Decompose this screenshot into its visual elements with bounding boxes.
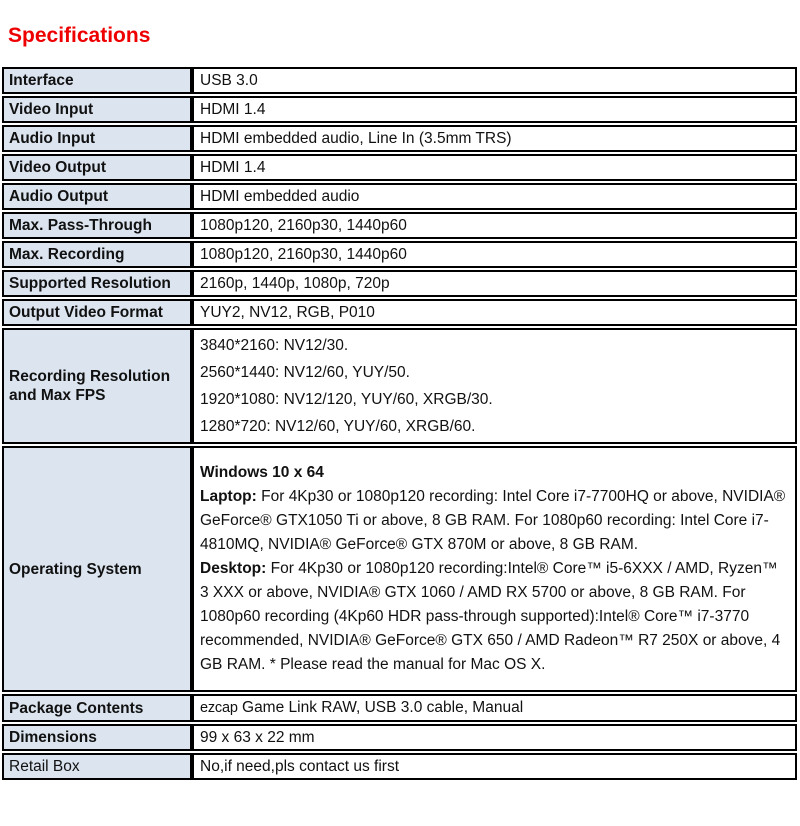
spec-label-retail-box: Retail Box — [2, 753, 192, 780]
spec-value-video-output: HDMI 1.4 — [192, 154, 797, 181]
package-contents-text: Game Link RAW, USB 3.0 cable, Manual — [237, 699, 524, 716]
spec-label-audio-input: Audio Input — [2, 125, 192, 152]
recording-line-1920: 1920*1080: NV12/120, YUY/60, XRGB/30. — [200, 391, 493, 408]
spec-value-recording-resolution — [192, 328, 797, 444]
spec-label-supported-resolution: Supported Resolution — [2, 270, 192, 297]
spec-value-output-video-format: YUY2, NV12, RGB, P010 — [192, 299, 797, 326]
spec-label-max-pass-through: Max. Pass-Through — [2, 212, 192, 239]
spec-value-max-recording: 1080p120, 2160p30, 1440p60 — [192, 241, 797, 268]
spec-value-package-contents — [192, 694, 797, 722]
os-desktop-text: For 4Kp30 or 1080p120 recording:Intel® Core™ i5-6XXX / AMD, Ryzen™ 3 XXX or above, NVIDIA® GTX 1060 / AMD RX 5700 or above, 8 GB RAM. For 1080p60 recording (4Kp60 HDR pass-through supported):Intel® Core™ i7-3770 recommended, NVIDIA® GeForce® GTX 650 / AMD Radeon™ R7 250X or above, 4 GB RAM. * Please read the manual for Mac OS X. — [200, 560, 781, 673]
table-row-recording-resolution — [2, 328, 797, 444]
table-row-package-contents — [2, 694, 797, 722]
spec-label-video-output: Video Output — [2, 154, 192, 181]
page-title: Specifications — [8, 24, 151, 47]
spec-value-supported-resolution: 2160p, 1440p, 1080p, 720p — [192, 270, 797, 297]
os-desktop-label: Desktop: — [200, 560, 267, 577]
spec-value-interface: USB 3.0 — [192, 67, 797, 94]
specifications-table — [2, 65, 797, 782]
table-row-video-input — [2, 96, 797, 123]
spec-value-video-input: HDMI 1.4 — [192, 96, 797, 123]
os-laptop-requirements — [200, 485, 789, 557]
table-row-max-pass-through — [2, 212, 797, 239]
spec-value-audio-input: HDMI embedded audio, Line In (3.5mm TRS) — [192, 125, 797, 152]
table-row-video-output — [2, 154, 797, 181]
spec-label-operating-system: Operating System — [2, 446, 192, 692]
spec-value-operating-system — [192, 446, 797, 692]
spec-label-max-recording: Max. Recording — [2, 241, 192, 268]
table-row-interface — [2, 67, 797, 94]
spec-label-recording-resolution: Recording Resolution and Max FPS — [2, 328, 192, 444]
recording-line-3840: 3840*2160: NV12/30. — [200, 337, 349, 354]
spec-value-max-pass-through: 1080p120, 2160p30, 1440p60 — [192, 212, 797, 239]
os-windows-title: Windows 10 x 64 — [200, 464, 324, 481]
table-row-supported-resolution — [2, 270, 797, 297]
os-laptop-text: For 4Kp30 or 1080p120 recording: Intel Core i7-7700HQ or above, NVIDIA® GeForce® GTX1050 Ti or above, 8 GB RAM. For 1080p60 recording: Intel Core i7-4810MQ, NVIDIA® GeForce® GTX 870M or above, 8 GB RAM. — [200, 488, 786, 553]
spec-label-audio-output: Audio Output — [2, 183, 192, 210]
spec-label-video-input: Video Input — [2, 96, 192, 123]
table-row-dimensions — [2, 724, 797, 751]
brand-ezcap: ezcap — [200, 700, 238, 716]
spec-label-dimensions: Dimensions — [2, 724, 192, 751]
recording-line-2560: 2560*1440: NV12/60, YUY/50. — [200, 364, 410, 381]
spec-label-package-contents: Package Contents — [2, 694, 192, 722]
os-laptop-label: Laptop: — [200, 488, 257, 505]
table-row-max-recording — [2, 241, 797, 268]
table-row-audio-output — [2, 183, 797, 210]
os-desktop-requirements — [200, 557, 789, 677]
spec-label-interface: Interface — [2, 67, 192, 94]
spec-label-output-video-format: Output Video Format — [2, 299, 192, 326]
table-row-output-video-format — [2, 299, 797, 326]
spec-value-dimensions: 99 x 63 x 22 mm — [192, 724, 797, 751]
table-row-audio-input — [2, 125, 797, 152]
spec-value-retail-box: No,if need,pls contact us first — [192, 753, 797, 780]
recording-line-1280: 1280*720: NV12/60, YUY/60, XRGB/60. — [200, 418, 476, 435]
table-row-operating-system — [2, 446, 797, 692]
spec-value-audio-output: HDMI embedded audio — [192, 183, 797, 210]
table-row-retail-box — [2, 753, 797, 780]
